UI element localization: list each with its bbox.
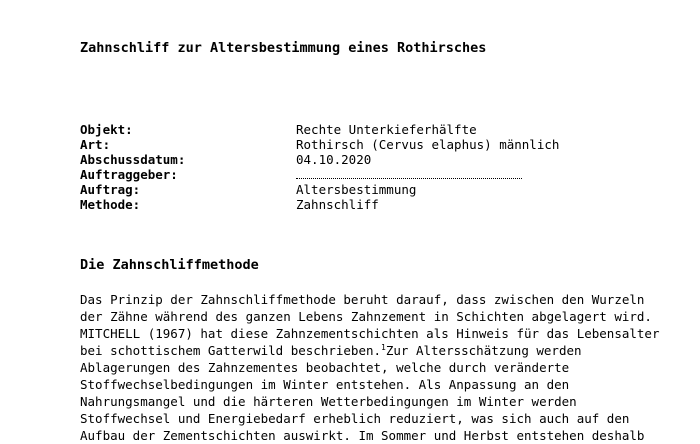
paragraph-text: bei schottischem Gatterwild beschrieben. <box>80 343 382 358</box>
meta-label: Art: <box>80 137 111 152</box>
meta-value-blank <box>296 167 522 182</box>
document-title: Zahnschliff zur Altersbestimmung eines Rothirsches <box>80 40 487 56</box>
paragraph-line: Stoffwechsel und Energiebedarf erheblich reduziert, was sich auch auf den <box>80 411 630 426</box>
footnote-marker[interactable]: 1 <box>381 343 386 352</box>
meta-row-objekt <box>80 122 559 137</box>
meta-label: Methode: <box>80 197 141 212</box>
meta-row-auftraggeber <box>80 167 559 182</box>
dotted-fill-line <box>296 169 522 179</box>
paragraph-line: Stoffwechselbedingungen im Winter entstehen. Als Anpassung an den <box>80 377 570 392</box>
meta-label: Auftrag: <box>80 182 141 197</box>
meta-value: Rechte Unterkieferhälfte <box>296 122 477 137</box>
paragraph-text: Zur Altersschätzung werden <box>385 343 582 358</box>
meta-label: Abschussdatum: <box>80 152 186 167</box>
paragraph-line: Aufbau der Zementschichten auswirkt. Im Sommer und Herbst entstehen deshalb <box>80 428 645 443</box>
paragraph-line: MITCHELL (1967) hat diese Zahnzementschichten als Hinweis für das Lebensalter <box>80 326 660 341</box>
meta-label: Objekt: <box>80 122 133 137</box>
meta-value: 04.10.2020 <box>296 152 372 167</box>
paragraph-line: der Zähne während des ganzen Lebens Zahnzement in Schichten abgelagert wird. <box>80 309 652 324</box>
meta-row-auftrag <box>80 182 559 197</box>
meta-row-methode <box>80 197 559 212</box>
paragraph-line <box>80 342 680 359</box>
body-paragraph <box>80 291 680 444</box>
section-heading: Die Zahnschliffmethode <box>80 257 259 273</box>
metadata-table <box>80 122 559 212</box>
meta-row-abschussdatum <box>80 152 559 167</box>
meta-row-art <box>80 137 559 152</box>
meta-value: Zahnschliff <box>296 197 379 212</box>
meta-label: Auftraggeber: <box>80 167 178 182</box>
meta-value: Altersbestimmung <box>296 182 417 197</box>
paragraph-line: Ablagerungen des Zahnzementes beobachtet, welche durch veränderte <box>80 360 570 375</box>
paragraph-line: Nahrungsmangel und die härteren Wetterbedingungen im Winter werden <box>80 394 577 409</box>
paragraph-line: Das Prinzip der Zahnschliffmethode beruht darauf, dass zwischen den Wurzeln <box>80 292 645 307</box>
meta-value: Rothirsch (Cervus elaphus) männlich <box>296 137 560 152</box>
